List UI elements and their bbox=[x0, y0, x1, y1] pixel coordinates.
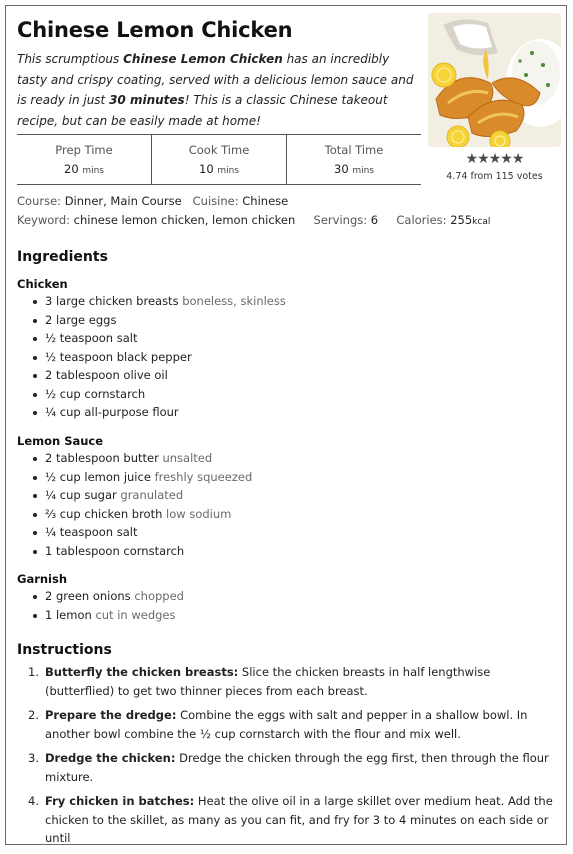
step-title: Dredge the chicken: bbox=[45, 751, 176, 765]
instructions-heading: Instructions bbox=[17, 642, 112, 658]
meta-row-keyword bbox=[17, 213, 490, 227]
ingredient-note: low sodium bbox=[166, 506, 232, 521]
ingredient-text: 1 lemon bbox=[45, 607, 92, 622]
step-number: 3. bbox=[28, 751, 39, 765]
ingredient-text: ¼ cup sugar bbox=[45, 488, 117, 502]
instruction-step bbox=[17, 792, 557, 848]
ingredient-note: granulated bbox=[120, 488, 184, 502]
calories-unit: kcal bbox=[472, 217, 491, 227]
step-number: 1. bbox=[28, 665, 39, 679]
ingredient-item bbox=[17, 486, 557, 505]
calories-label: Calories: bbox=[396, 213, 447, 227]
lemon-chicken-image bbox=[428, 13, 561, 147]
ingredient-item bbox=[17, 505, 557, 524]
instruction-step bbox=[17, 663, 557, 700]
cuisine-label: Cuisine: bbox=[192, 194, 239, 208]
prep-time-label: Prep Time bbox=[55, 143, 113, 157]
recipe-times bbox=[17, 134, 421, 185]
course-label: Course: bbox=[17, 194, 62, 208]
total-time-label: Total Time bbox=[324, 143, 384, 157]
ingredient-item bbox=[17, 468, 557, 487]
ingredient-item bbox=[17, 292, 557, 311]
ingredient-item bbox=[17, 449, 557, 468]
prep-time-unit: mins bbox=[82, 166, 104, 176]
ingredient-group-garnish: Garnish bbox=[17, 572, 68, 586]
ingredient-text: ½ cup lemon juice bbox=[45, 469, 151, 484]
servings-label: Servings: bbox=[313, 213, 368, 227]
ingredient-group-lemon-sauce: Lemon Sauce bbox=[17, 434, 104, 448]
ingredient-item bbox=[17, 311, 557, 330]
servings-value[interactable]: 6 bbox=[370, 213, 379, 227]
step-title: Butterfly the chicken breasts: bbox=[45, 665, 239, 679]
ingredient-note: unsalted bbox=[162, 451, 213, 465]
ingredient-text: ½ teaspoon black pepper bbox=[45, 349, 192, 364]
ingredient-text: ⅔ cup chicken broth bbox=[45, 506, 163, 521]
ingredient-note: chopped bbox=[134, 589, 184, 603]
recipe-card bbox=[5, 5, 567, 845]
ingredient-item bbox=[17, 403, 557, 422]
instruction-step bbox=[17, 749, 557, 786]
calories-value: 255 bbox=[450, 213, 473, 227]
ingredient-item bbox=[17, 606, 557, 625]
keyword-label: Keyword: bbox=[17, 213, 70, 227]
prep-time bbox=[17, 135, 151, 184]
ingredient-list-chicken bbox=[17, 292, 557, 422]
summary-text-post: ! This is a classic Chinese takeout recipe, but can be easily made at home! bbox=[17, 93, 388, 128]
ingredient-text: 2 tablespoon olive oil bbox=[45, 368, 168, 382]
step-title: Prepare the dredge: bbox=[45, 708, 177, 722]
cook-time-value: 10 bbox=[199, 162, 214, 176]
total-time bbox=[286, 135, 421, 184]
ingredient-item bbox=[17, 542, 557, 561]
ingredients-heading: Ingredients bbox=[17, 249, 108, 265]
step-text: Dredge the chicken through the egg first, then through the flour mixture. bbox=[45, 751, 549, 784]
ingredient-item bbox=[17, 523, 557, 542]
cuisine-value: Chinese bbox=[242, 194, 289, 208]
instruction-list bbox=[17, 663, 557, 854]
recipe-title: Chinese Lemon Chicken bbox=[17, 18, 293, 42]
keyword-value: chinese lemon chicken, lemon chicken bbox=[73, 213, 296, 227]
total-time-value: 30 bbox=[334, 162, 349, 176]
prep-time-value: 20 bbox=[64, 162, 79, 176]
meta-row-course bbox=[17, 194, 288, 208]
ingredient-text: 2 green onions bbox=[45, 589, 131, 603]
ingredient-group-chicken: Chicken bbox=[17, 277, 68, 291]
recipe-summary bbox=[17, 49, 422, 131]
summary-recipe-name: Chinese Lemon Chicken bbox=[123, 52, 283, 66]
ingredient-text: ½ teaspoon salt bbox=[45, 331, 138, 345]
ingredient-text: 2 large eggs bbox=[45, 312, 117, 327]
ingredient-text: 3 large chicken breasts bbox=[45, 294, 179, 308]
ingredient-item bbox=[17, 366, 557, 385]
ingredient-list-garnish bbox=[17, 587, 557, 624]
ingredient-item bbox=[17, 348, 557, 367]
summary-time: 30 minutes bbox=[109, 93, 185, 107]
ingredient-item bbox=[17, 329, 557, 348]
summary-text-mid: has an incredibly tasty and crispy coating, served with a delicious lemon sauce and is ready in just bbox=[17, 52, 414, 107]
step-text: Slice the chicken breasts in half lengthwise (butterflied) to get two thinner pieces from each breast. bbox=[45, 665, 491, 698]
step-number: 4. bbox=[28, 794, 39, 808]
instruction-step bbox=[17, 706, 557, 743]
ingredient-note: freshly squeezed bbox=[154, 469, 253, 484]
rating-summary: 4.74 from 115 votes bbox=[446, 171, 543, 182]
ingredient-text: ½ cup cornstarch bbox=[45, 386, 146, 401]
summary-text-pre: This scrumptious bbox=[17, 52, 124, 66]
ingredient-list-lemon-sauce bbox=[17, 449, 557, 560]
ingredient-text: ¼ teaspoon salt bbox=[45, 525, 138, 539]
ingredient-item bbox=[17, 587, 557, 606]
recipe-photo bbox=[428, 13, 561, 147]
ingredient-note: boneless, skinless bbox=[182, 294, 286, 308]
course-value: Dinner, Main Course bbox=[64, 194, 182, 208]
ingredient-note: cut in wedges bbox=[95, 607, 176, 622]
step-text: Combine the eggs with salt and pepper in a shallow bowl. In another bowl combine the ½ cup cornstarch with the flour and mix well. bbox=[45, 708, 528, 741]
step-number: 2. bbox=[28, 708, 39, 722]
ingredient-text: 2 tablespoon butter bbox=[45, 451, 159, 465]
cook-time bbox=[151, 135, 286, 184]
ingredient-text: ¼ cup all-purpose flour bbox=[45, 405, 179, 419]
step-text: Heat the olive oil in a large skillet over medium heat. Add the chicken to the skillet, as many as you can fit, and fry for 3 to 4 minutes on each side or until bbox=[45, 794, 553, 845]
cook-time-label: Cook Time bbox=[188, 143, 250, 157]
step-title: Fry chicken in batches: bbox=[45, 794, 195, 808]
ingredient-item bbox=[17, 385, 557, 404]
cook-time-unit: mins bbox=[217, 166, 239, 176]
rating-stars[interactable]: ★★★★★ bbox=[465, 151, 524, 167]
total-time-unit: mins bbox=[352, 166, 374, 176]
ingredient-text: 1 tablespoon cornstarch bbox=[45, 543, 185, 558]
